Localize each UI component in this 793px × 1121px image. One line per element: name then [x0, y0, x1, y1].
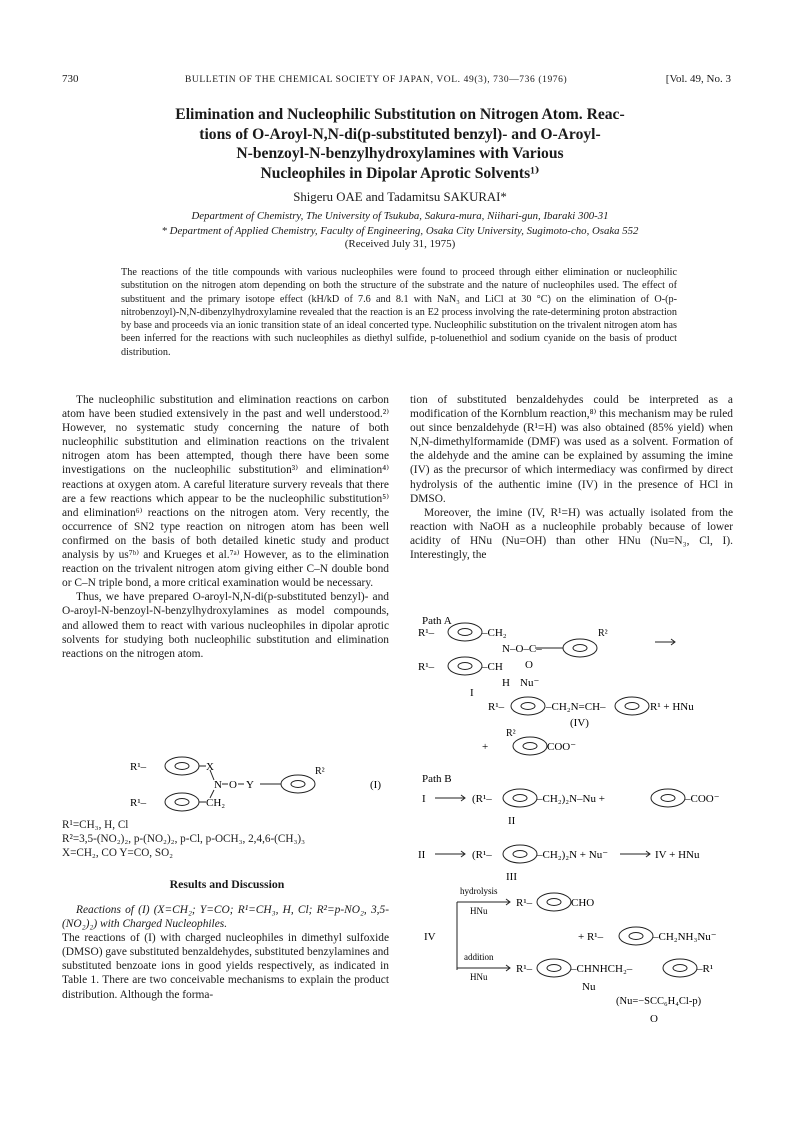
svg-text:–CHNHCH₂–: –CHNHCH₂– [571, 963, 633, 975]
svg-text:–R¹: –R¹ [697, 963, 714, 975]
title-line: Nucleophiles in Dipolar Aprotic Solvents¹⁾ [260, 164, 540, 182]
received-date: (Received July 31, 1975) [344, 238, 456, 250]
svg-text:+ R¹–: + R¹– [578, 931, 604, 943]
nu-definition: (Nu=−SCC₆H₄Cl-p) [616, 996, 702, 1007]
svg-text:H: H [502, 677, 510, 689]
svg-text:R²: R² [598, 628, 608, 639]
definition-line: R²=3,5-(NO₂)₂, p-(NO₂)₂, p-Cl, p-OCH₃, 2,4,6-(CH₃)₃ [62, 833, 305, 845]
volume-info: [Vol. 49, No. 3 [665, 73, 731, 85]
path-a-label: Path A [422, 615, 452, 627]
title-line: Elimination and Nucleophilic Substitution on Nitrogen Atom. Reac- [175, 106, 625, 123]
svg-text:–CH₂: –CH₂ [482, 627, 507, 639]
journal-header: BULLETIN OF THE CHEMICAL SOCIETY OF JAPAN, VOL. 49(3), 730—736 (1976) [185, 75, 568, 85]
svg-text:HNu: HNu [470, 972, 488, 982]
definition-line: X=CH₂, CO Y=CO, SO₂ [62, 847, 174, 859]
svg-text:I: I [422, 793, 426, 805]
paragraph: Moreover, the imine (IV, R¹=H) was actually isolated from the reaction with NaOH as a nucleophile probably because of lower acidity of HNu (Nu=OH) than other HNu (Nu=N₃, Cl, I). Interestingly, the [410, 506, 733, 562]
imine-iv-label: IV [424, 931, 436, 943]
iv-hnu-label: IV + HNu [655, 849, 700, 861]
authors: Shigeru OAE and Tadamitsu SAKURAI* [293, 190, 507, 204]
benzoate-label: COO⁻ [547, 741, 577, 753]
page-number: 730 [62, 73, 79, 85]
svg-text:II: II [418, 849, 426, 861]
svg-text:R¹–: R¹– [130, 797, 147, 809]
paragraph: The nucleophilic substitution and elimination reactions on carbon atom have been studied extensively in the past and well understood.²⁾ However, no systematic study concerning the nature of both nucleophilic substitution and elimination reactions on the trivalent nitrogen atom has been attempted, though there have been some investigations on the nucleophilic substitution³⁾ and elimination⁴⁾ reactions at oxygen atom. A careful literature survery reveals that there are a few reactions which appear to be the nucleophilic substitution⁵⁾ and elimination⁶⁾ reactions on the nitrogen atom. Very recently, the occurrence of SN2 type reaction on nitrogen atom has been well confirmed on the basis of both detailed kinetic study and product analysis by us⁷ᵇ⁾ and Krueges et al.⁷ᵃ⁾ However, as to the elimination reaction on the trivalent nitrogen atom giving either C–N double bond or C–N triple bond, a more critical examination would be necessary. [62, 394, 389, 590]
compound-II-label: II [508, 815, 516, 827]
imine-label: (IV) [570, 717, 589, 729]
svg-text:–CH₂N=CH–: –CH₂N=CH– [546, 701, 606, 713]
subsection-heading: Reactions of (I) (X=CH₂; Y=CO; R¹=CH₃, H, Cl; R²=p-NO₂, 3,5-(NO₂)₂) with Charged Nucleophiles. [62, 904, 389, 931]
compound-I-label: I [470, 687, 474, 699]
svg-text:+: + [482, 741, 489, 753]
reaction-scheme [410, 610, 740, 1030]
svg-text:R¹–: R¹– [488, 701, 505, 713]
results-column [62, 903, 389, 1002]
svg-text:–CH₂NH₃Nu⁻: –CH₂NH₃Nu⁻ [653, 931, 717, 943]
svg-text:(R¹–: (R¹– [472, 793, 492, 805]
svg-text:Y: Y [246, 779, 254, 791]
compound-I-structure [130, 752, 400, 818]
svg-text:N: N [214, 779, 222, 791]
abstract: The reactions of the title compounds with various nucleophiles were found to proceed through either elimination or nucleophilic substitution on the nitrogen atom depending on both the structure of the substrate and the nature of nucleophiles used. The effect of substituent and the primary isotope effect (kH/kD of 7.6 and 8.1 with NaN₃ and LiCl at 30 °C) on the elimination of O-(p-nitrobenzoyl)-N,N-dibenzylhydroxylamine revealed that the reaction is an E2 process involving the rate-determining proton abstraction by base and proceeds via an ionic transition state of an ideal concerted type. Nucleophilic substitution on the trivalent nitrogen atom has been inferred for the reactions with such nucleophiles as diethyl sulfide, p-toluenethiol and sodium cyanide on the basis of product distribution. [121, 267, 677, 358]
svg-text:–COO⁻: –COO⁻ [685, 793, 720, 805]
svg-text:–CH: –CH [482, 661, 503, 673]
title-line: N-benzoyl-N-benzylhydroxylamines with Various [236, 145, 564, 162]
svg-text:N–O–C–: N–O–C– [502, 643, 542, 655]
hydrolysis-label: hydrolysis [460, 886, 498, 896]
right-column [410, 393, 733, 562]
hnu-label: HNu [470, 906, 488, 916]
svg-text:O: O [229, 779, 237, 791]
svg-text:R¹–: R¹– [516, 963, 533, 975]
svg-text:R¹–: R¹– [418, 661, 435, 673]
svg-text:–CH₂)₂N–Nu +: –CH₂)₂N–Nu + [537, 793, 605, 805]
compound-definitions [62, 818, 392, 860]
paragraph: Thus, we have prepared O-aroyl-N,N-di(p-substituted benzyl)- and O-aroyl-N-benzoyl-N-benzylhydroxylamines as model compounds, and allowed them to react with various nucleophiles in dipolar aprotic solvents for studying both nucleophilic substitution and elimination reactions on the nitrogen atom. [62, 591, 389, 660]
paragraph: The reactions of (I) with charged nucleophiles in dimethyl sulfoxide (DMSO) gave substituted benzaldehydes, substituted benzylamines and substituted benzoate ions in good yields respectively, as indicated in Table 1. There are two conceivable mechanisms to explain the product distribution. Although the forma- [62, 932, 389, 1001]
title-line: tions of O-Aroyl-N,N-di(p-substituted benzyl)- and O-Aroyl- [199, 125, 601, 143]
svg-text:O: O [650, 1013, 658, 1025]
compound-label: (I) [370, 779, 381, 791]
intro-column [62, 393, 389, 661]
affiliations [80, 209, 720, 239]
product-label: R¹ + HNu [650, 701, 694, 713]
svg-text:R¹–: R¹– [418, 627, 435, 639]
aldehyde-label: CHO [571, 897, 595, 909]
svg-text:O: O [525, 659, 533, 671]
svg-text:R²: R² [506, 728, 516, 739]
nucleophile-label: Nu⁻ [520, 677, 540, 689]
addition-label: addition [464, 952, 494, 962]
affiliation: Department of Chemistry, The University of Tsukuba, Sakura-mura, Niihari-gun, Ibaraki 300-31 [191, 210, 609, 222]
article-title [80, 105, 720, 183]
svg-text:Nu: Nu [582, 981, 596, 993]
section-heading: Results and Discussion [169, 877, 285, 891]
svg-text:X: X [206, 761, 214, 773]
definition-line: R¹=CH₃, H, Cl [62, 819, 129, 831]
compound-III-label: III [506, 871, 517, 883]
affiliation: * Department of Applied Chemistry, Faculty of Engineering, Osaka City University, Sugimoto-cho, Osaka 552 [161, 225, 639, 237]
svg-text:CH₂: CH₂ [206, 797, 226, 809]
svg-text:R²: R² [315, 766, 325, 777]
path-b-label: Path B [422, 773, 452, 785]
svg-text:(R¹–: (R¹– [472, 849, 492, 861]
svg-text:–CH₂)₂N + Nu⁻: –CH₂)₂N + Nu⁻ [537, 849, 609, 861]
svg-text:R¹–: R¹– [130, 761, 147, 773]
svg-text:R¹–: R¹– [516, 897, 533, 909]
paragraph: tion of substituted benzaldehydes could be interpreted as a modification of the Kornblum reaction,⁸⁾ this mechanism may be ruled out since benzaldehyde (R¹=H) was also obtained (85% yield) when N,N-dimethylformamide (DMF) was used as a solvent. Formation of the aldehyde and the amine can be explained by assuming the imine (IV) as the precursor of which intermediacy was confirmed by direct hydrolysis of the authentic imine (IV) in the presence of HCl in DMSO. [410, 394, 733, 505]
